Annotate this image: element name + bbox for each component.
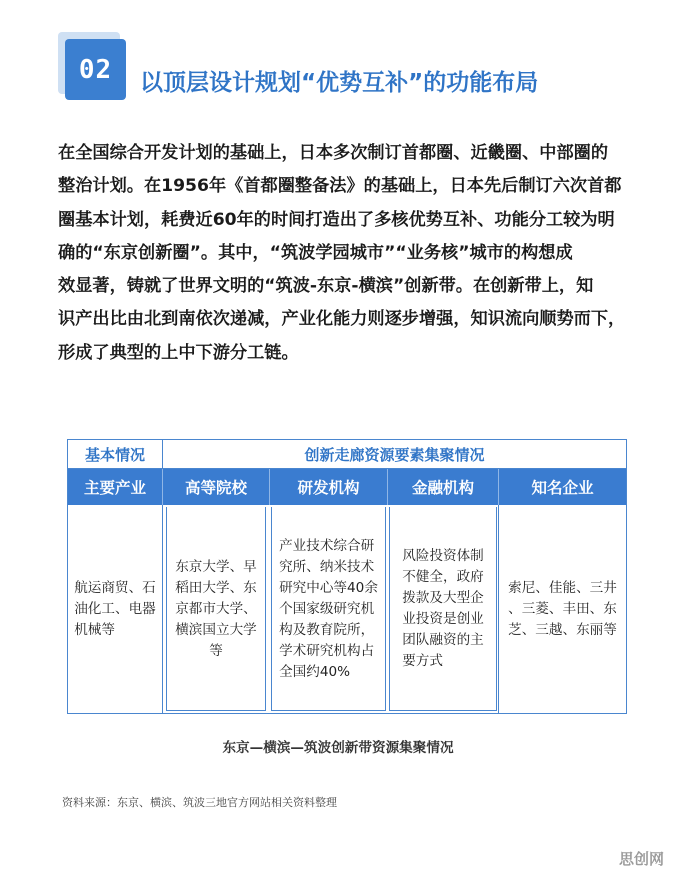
cell-text [74, 578, 156, 641]
cell-line: 团队融资的主 [402, 632, 484, 648]
cell-text [175, 557, 257, 662]
section-number: 02 [65, 39, 126, 100]
resource-table [67, 439, 627, 714]
column-header: 金融机构 [411, 479, 474, 497]
cell-line: 、三菱、丰田、东 [508, 600, 617, 617]
cell-line: 索尼、佳能、三井 [508, 579, 617, 596]
group-header-basic: 基本情况 [84, 445, 145, 464]
paragraph-line: 形成了典型的上中下游分工链。 [58, 342, 299, 363]
table-cell-industry [68, 505, 162, 713]
paragraph-line: 确的“东京创新圈”。其中，“筑波学园城市”“业务核”城市的构想成 [58, 242, 573, 263]
column-header-row [68, 469, 626, 505]
section-badge [58, 32, 126, 100]
cell-line: 稻田大学、东 [175, 579, 257, 596]
group-header-corridor: 创新走廊资源要素集聚情况 [304, 445, 485, 464]
paragraph-line: 识产出比由北到南依次递减，产业化能力则逐步增强，知识流向顺势而下， [58, 309, 626, 330]
body-paragraph [58, 137, 630, 370]
group-header-row [68, 440, 626, 469]
cell-line: 研究中心等40余 [279, 579, 378, 596]
cell-line: 航运商贸、石 [74, 579, 156, 596]
section-title: 以顶层设计规划“优势互补”的功能布局 [140, 70, 539, 96]
cell-line: 等 [209, 642, 223, 659]
table-cell-finance [388, 505, 498, 713]
cell-line: 学术研究机构占 [279, 642, 375, 659]
cell-line: 个国家级研究机 [279, 600, 375, 617]
table-row [68, 505, 626, 713]
cell-line: 全国约40% [279, 663, 351, 680]
paragraph-line: 效显著，铸就了世界文明的“筑波-东京-横滨”创新带。在创新带上，知 [58, 276, 594, 297]
cell-line: 芝、三越、东丽等 [508, 621, 617, 638]
cell-line: 不健全，政府 [402, 569, 484, 585]
paragraph-line: 整治计划。在1956年《首都圈整备法》的基础上，日本先后制订六次首都 [58, 176, 622, 197]
cell-line: 风险投资体制 [402, 548, 484, 564]
cell-line: 产业技术综合研 [279, 537, 375, 554]
cell-line: 业投资是创业 [402, 611, 484, 627]
table-cell-research [270, 505, 387, 713]
cell-line: 东京大学、早 [175, 558, 257, 575]
cell-text [279, 536, 378, 683]
column-header: 知名企业 [531, 479, 594, 497]
cell-line: 要方式 [402, 653, 443, 669]
cell-line: 京都市大学、 [175, 600, 257, 617]
table-caption: 东京—横滨—筑波创新带资源集聚情况 [222, 740, 454, 756]
cell-text [402, 546, 484, 672]
table-cell-universities [163, 505, 269, 713]
cell-line: 油化工、电器 [74, 600, 156, 617]
paragraph-line: 在全国综合开发计划的基础上，日本多次制订首都圈、近畿圈、中部圈的 [58, 143, 609, 163]
paragraph-line: 圈基本计划，耗费近60年的时间打造出了多核优势互补、功能分工较为明 [58, 209, 615, 230]
source-note: 资料来源：东京、横滨、筑波三地官方网站相关资料整理 [62, 796, 337, 809]
cell-line: 构及教育院所， [279, 621, 375, 638]
cell-line: 机械等 [74, 621, 115, 638]
cell-line: 究所、纳米技术 [279, 558, 375, 575]
column-header: 主要产业 [83, 479, 146, 497]
cell-text [508, 578, 617, 641]
cell-line: 横滨国立大学 [175, 621, 257, 638]
cell-line: 拨款及大型企 [402, 590, 484, 606]
column-header: 高等院校 [184, 479, 247, 497]
table-cell-companies [499, 505, 626, 713]
column-header: 研发机构 [297, 479, 360, 497]
site-watermark: 思创网 [618, 850, 664, 868]
